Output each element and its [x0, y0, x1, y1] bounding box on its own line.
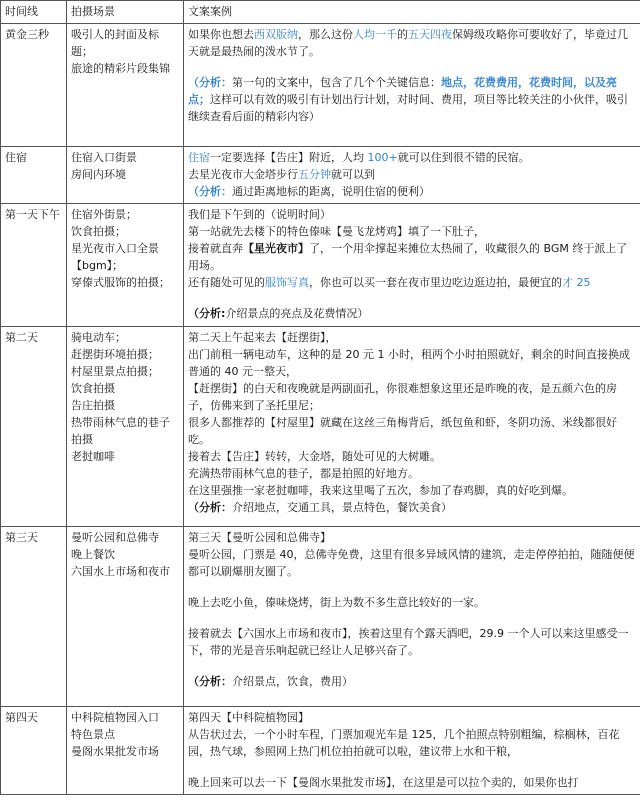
scene-item: 特色景点 [71, 728, 115, 741]
scene-item: 吸引人的封面及标题； [71, 28, 159, 58]
copy-line: 接着就直奔【星光夜市】了，一个用伞撑起来摊位太热闹了，收藏很久的 BGM 终于派上了用场。 [188, 242, 628, 272]
copy-line: 第一站就先去楼下的特色傣味【曼飞龙烤鸡】填了一下肚子， [188, 225, 485, 238]
copy-line: 我们是下午到的（说明时间） [188, 208, 331, 221]
copy-cell [184, 527, 640, 707]
copy-line: 第二天上午起来去【赶摆街】， [188, 331, 337, 344]
scene-item: 住宿外街景； [71, 208, 137, 221]
time-cell: 第二天 [1, 327, 67, 527]
scene-item: 骑电动车； [71, 331, 126, 344]
scene-item: 曼阁水果批发市场 [71, 745, 159, 758]
scene-item: 房间内环境 [71, 168, 126, 181]
table-row [1, 204, 640, 327]
scene-item: 告庄拍摄 [71, 399, 115, 412]
copy-cell [184, 24, 640, 147]
time-cell: 第一天下午 [1, 204, 67, 327]
scene-item: 赶摆街环境拍摄； [71, 348, 159, 361]
header-copy: 文案案例 [184, 1, 640, 24]
table-row [1, 527, 640, 707]
copy-line: 晚上去吃小鱼，傣味烧烤，街上为数不多生意比较好的一家。 [188, 596, 485, 609]
copy-line: 【赶摆街】的白天和夜晚就是两副面孔，你很难想象这里还是昨晚的夜，是五颜六色的房子，仿佛来到了圣托里尼； [188, 382, 617, 412]
copy-line: 第四天【中科院植物园】 [188, 711, 309, 724]
scene-item: 住宿入口街景 [71, 151, 137, 164]
copy-cell [184, 707, 640, 795]
time-cell: 第四天 [1, 707, 67, 795]
analysis-note: （分析：通过距离地标的距离，说明住宿的便利） [188, 185, 430, 198]
copy-line: 在这里强推一家老挝咖啡，我来这里喝了五次，参加了春鸡脚，真的好吃到爆。 [188, 484, 573, 497]
copy-cell [184, 327, 640, 527]
scene-cell [67, 204, 184, 327]
copy-line: 住宿一定要选择【告庄】附近，人均 100+就可以住到很不错的民宿。 [188, 151, 530, 164]
scene-item: 旅途的精彩片段集锦 [71, 62, 170, 75]
analysis-note: （分析：第一句的文案中，包含了几个个关键信息：地点，花费费用，花费时间，以及亮点；这样可以有效的吸引有计划出行计划，对时间、费用，项目等比较关注的小伙伴，吸引继续查看后面的精彩内容） [188, 76, 628, 123]
scene-cell [67, 527, 184, 707]
scene-cell [67, 327, 184, 527]
scene-cell [67, 147, 184, 204]
analysis-note: （分析：介绍景点，饮食，费用） [188, 675, 353, 688]
table-row [1, 707, 640, 795]
table-row [1, 147, 640, 204]
copy-line: 还有随处可见的服饰写真，你也可以买一套在夜市里边吃边逛边拍，最便宜的才 25 [188, 276, 591, 289]
copy-line: 接着去【告庄】转转，大金塔，随处可见的大树雕。 [188, 450, 441, 463]
copy-line: 第三天【曼听公园和总佛寺】 [188, 531, 331, 544]
copy-line: 从告状过去，一个小时车程，门票加观光车是 125，几个拍照点特别粗编，棕榈林，百花园，热气球，参照网上热门机位拍拍就可以啦，建议带上水和干粮， [188, 728, 620, 758]
analysis-note: （分析:介绍景点的亮点及花费情况） [188, 307, 369, 320]
header-scene: 拍摄场景 [67, 1, 184, 24]
scene-item: 饮食拍摄 [71, 382, 115, 395]
copy-line: 接着就去【六国水上市场和夜市】，挨着这里有个露天酒吧，29.9 一个人可以来这里感受一下，带的光是音乐响起就已经让人足够兴奋了。 [188, 627, 629, 657]
copy-cell [184, 204, 640, 327]
header-time: 时间线 [1, 1, 67, 24]
table-row [1, 24, 640, 147]
scene-item: 饮食拍摄； [71, 225, 126, 238]
copy-line: 如果你也想去西双版纳，那么这份人均一千的五天四夜保姆级攻略你可要收好了，毕竟过几天就是最热闹的泼水节了。 [188, 28, 628, 58]
scene-item: 六国水上市场和夜市 [71, 565, 170, 578]
scene-item: 老挝咖啡 [71, 450, 115, 463]
scene-item: 星光夜市入口全景【bgm】； [71, 242, 159, 272]
time-cell: 第三天 [1, 527, 67, 707]
table-row [1, 327, 640, 527]
copy-line: 曼听公园，门票是 40，总佛寺免费，这里有很多异域风情的建筑，走走停停拍拍，随随便便都可以刷爆朋友圈了。 [188, 548, 635, 578]
scene-cell [67, 24, 184, 147]
copy-cell [184, 147, 640, 204]
copy-line: 很多人都推荐的【村屋里】就藏在这丝三角梅背后，纸包鱼和虾，冬阴功汤、米线都很好吃。 [188, 416, 617, 446]
copy-line: 出门前租一辆电动车，这种的是 20 元 1 小时，租两个小时拍照就好，剩余的时间直接换成普通的 40 元一整天， [188, 348, 630, 378]
time-cell: 黄金三秒 [1, 24, 67, 147]
scene-cell [67, 707, 184, 795]
scene-item: 穿傣式服饰的拍摄； [71, 276, 170, 289]
copy-line: 晚上回来可以去一下【曼阁水果批发市场】，在这里是可以拉个卖的，如果你也打 [188, 776, 579, 789]
analysis-note: （分析：介绍地点，交通工具，景点特色，餐饮美食） [188, 501, 452, 514]
header-row [1, 1, 640, 24]
scene-item: 曼听公园和总佛寺 [71, 531, 159, 544]
scene-item: 村屋里景点拍摄； [71, 365, 159, 378]
scene-item: 热带雨林气息的巷子拍摄 [71, 416, 170, 446]
copy-line: 充满热带雨林气息的巷子，都是拍照的好地方。 [188, 467, 419, 480]
scene-item: 中科院植物园入口 [71, 711, 159, 724]
scene-item: 晚上餐饮 [71, 548, 115, 561]
time-cell: 住宿 [1, 147, 67, 204]
copy-line: 去星光夜市大金塔步行五分钟就可以到 [188, 168, 375, 181]
